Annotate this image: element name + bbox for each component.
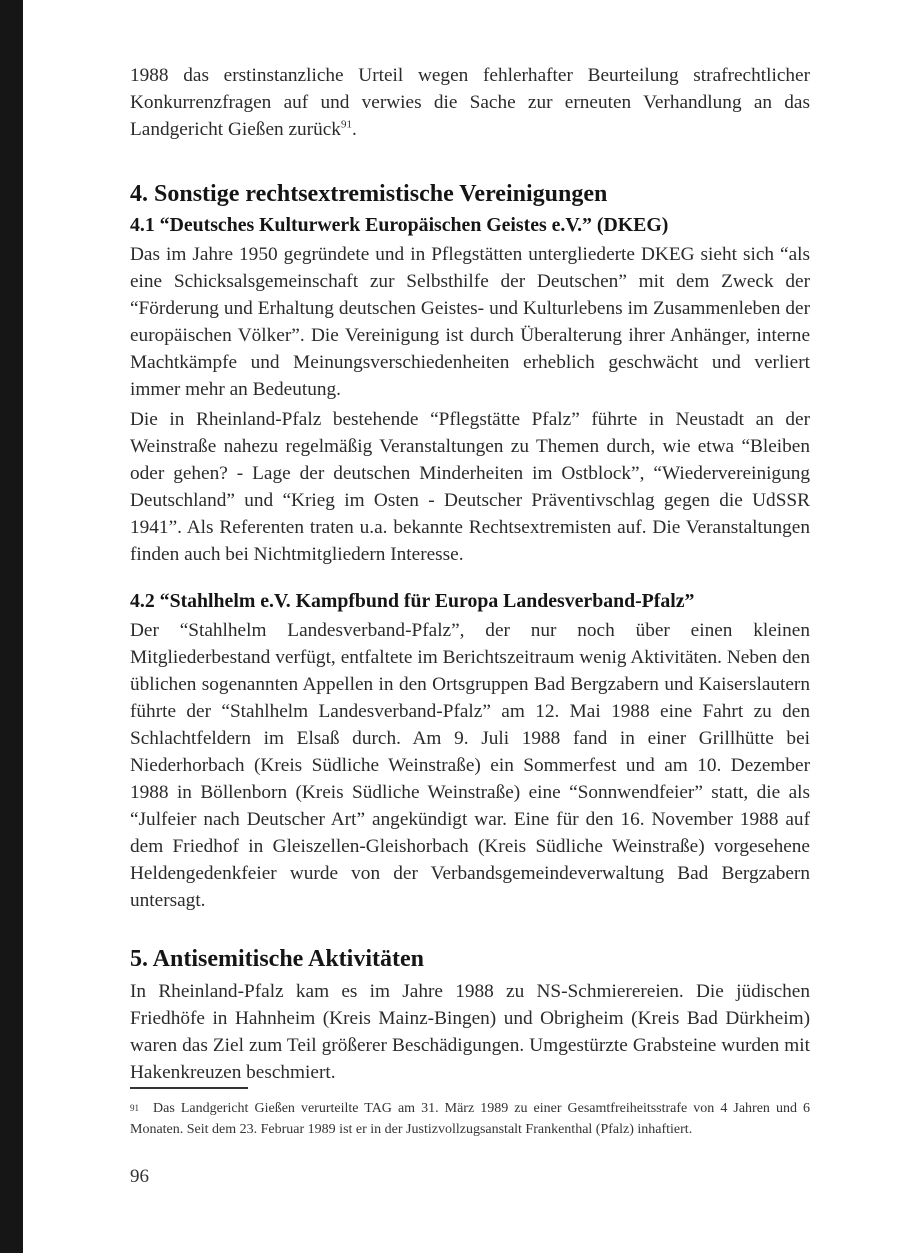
heading-section-5: 5. Antisemitische Aktivitäten xyxy=(130,946,424,972)
page-body xyxy=(130,62,810,1086)
paragraph-stahlhelm: Der “Stahlhelm Landesverband-Pfalz”, der nur noch über einen kleinen Mitgliederbestand verfügt, entfaltete im Berichtszeitraum wenig Aktivitäten. Neben den üblichen sogenannten Appellen in den Ortsgruppen Bad Bergzabern und Kaiserslautern führte der “Stahlhelm Landesverband-Pfalz” am 12. Mai 1988 eine Fahrt zu den Schlachtfeldern im Elsaß durch. Am 9. Juli 1988 fand in einer Grillhütte bei Niederhorbach (Kreis Südliche Weinstraße) ein Sommerfest und am 10. Dezember 1988 in Böllenborn (Kreis Südliche Weinstraße) eine “Sonnwendfeier” statt, die als “Julfeier nach Deutscher Art” angekündigt war. Eine für den 16. November 1988 auf dem Friedhof in Gleiszellen-Gleishorbach (Kreis Südliche Weinstraße) vorgesehene Heldengedenkfeier wurde von der Verbandsgemeindeverwaltung Bad Bergzabern untersagt. xyxy=(130,620,810,911)
paragraph-intro xyxy=(130,62,810,143)
footnote-divider xyxy=(130,1087,248,1089)
page-number: 96 xyxy=(130,1166,149,1187)
heading-section-4-1: 4.1 “Deutsches Kulturwerk Europäischen Geistes e.V.” (DKEG) xyxy=(130,214,669,236)
paragraph-intro-end: . xyxy=(351,119,357,140)
scan-binding-edge xyxy=(0,0,23,1253)
footnote-text: Das Landgericht Gießen verurteilte TAG am 31. März 1989 zu einer Gesamtfreiheitsstrafe von 4 Jahren und 6 Monaten. Seit dem 23. Februar 1989 ist er in der Justizvollzugsanstalt Frankenthal (Pfalz) inhaftiert. xyxy=(130,1101,810,1137)
footnote-ref: 91 xyxy=(340,118,352,131)
footnote xyxy=(130,1098,810,1140)
heading-section-4: 4. Sonstige rechtsextremistische Vereinigungen xyxy=(130,181,608,207)
paragraph-intro-text: 1988 das erstinstanzliche Urteil wegen fehlerhafter Beurteilung strafrechtlicher Konkurrenzfragen auf und verwies die Sache zur erneuten Verhandlung an das Landgericht Gießen zurück xyxy=(130,65,810,140)
paragraph-antisemitic: In Rheinland-Pfalz kam es im Jahre 1988 zu NS-Schmierereien. Die jüdischen Friedhöfe in Hahnheim (Kreis Mainz-Bingen) und Obrigheim (Kreis Bad Dürkheim) waren das Ziel zum Teil größerer Beschädigungen. Umgestürzte Grabsteine wurden mit Hakenkreuzen beschmiert. xyxy=(130,981,810,1083)
heading-section-4-2: 4.2 “Stahlhelm e.V. Kampfbund für Europa Landesverband-Pfalz” xyxy=(130,590,695,612)
footnote-mark: 91 xyxy=(130,1103,139,1113)
paragraph-dkeg-2: Die in Rheinland-Pfalz bestehende “Pflegstätte Pfalz” führte in Neustadt an der Weinstraße nahezu regelmäßig Veranstaltungen zu Themen durch, wie etwa “Bleiben oder gehen? - Lage der deutschen Minderheiten im Ostblock”, “Wiedervereinigung Deutschland” und “Krieg im Osten - Deutscher Präventivschlag gegen die UdSSR 1941”. Als Referenten traten u.a. bekannte Rechtsextremisten auf. Die Veranstaltungen finden auch bei Nichtmitgliedern Interesse. xyxy=(130,409,810,565)
paragraph-dkeg-1: Das im Jahre 1950 gegründete und in Pflegstätten untergliederte DKEG sieht sich “als eine Schicksalsgemeinschaft zur Selbsthilfe der Deutschen” mit dem Zweck der “Förderung und Erhaltung deutschen Geistes- und Kulturlebens im Zusammenleben der europäischen Völker”. Die Vereinigung ist durch Überalterung ihrer Anhänger, interne Machtkämpfe und Meinungsverschiedenheiten erheblich geschwächt und verliert immer mehr an Bedeutung. xyxy=(130,244,810,400)
